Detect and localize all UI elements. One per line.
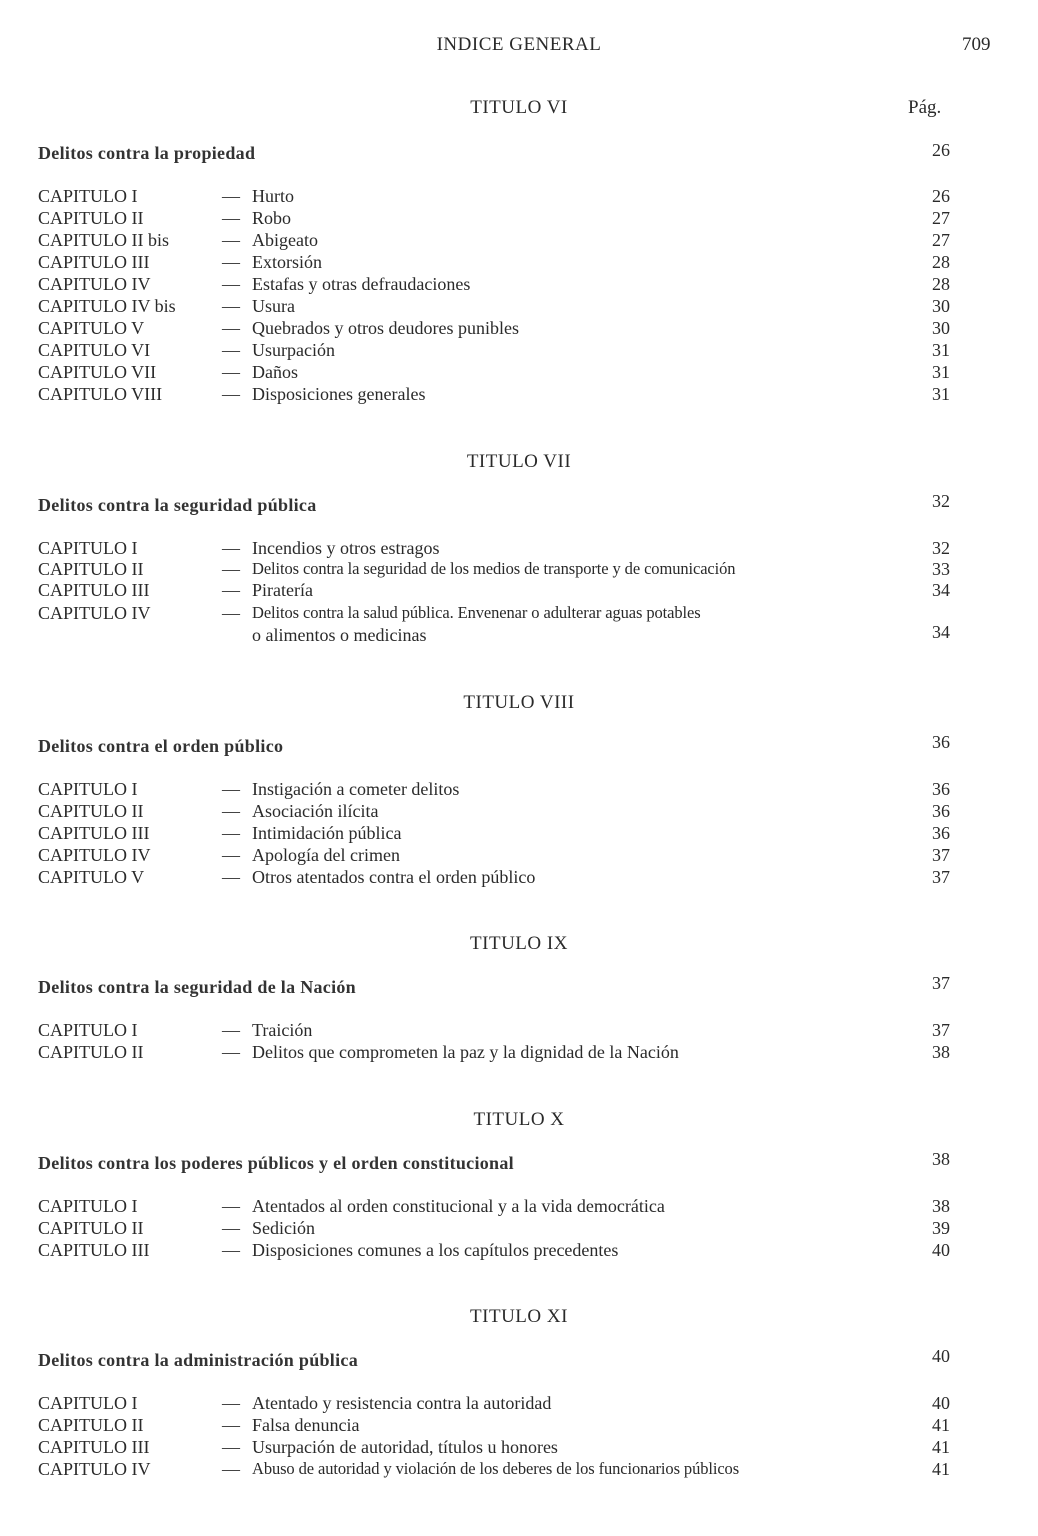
toc-row bbox=[38, 1437, 950, 1459]
dash: — bbox=[222, 230, 240, 250]
dash: — bbox=[222, 1042, 240, 1062]
titulo-heading: TITULO X bbox=[473, 1109, 565, 1130]
chapter-label: CAPITULO II bis bbox=[38, 230, 169, 250]
chapter-title: Asociación ilícita bbox=[252, 801, 379, 821]
chapter-title: Usura bbox=[252, 296, 295, 316]
dash: — bbox=[222, 1393, 240, 1413]
chapter-page: 31 bbox=[932, 384, 950, 404]
dash: — bbox=[222, 1218, 240, 1238]
toc-row bbox=[38, 274, 950, 296]
dash: — bbox=[222, 340, 240, 360]
chapter-page: 37 bbox=[932, 845, 950, 865]
dash: — bbox=[222, 1240, 240, 1260]
chapter-label: CAPITULO III bbox=[38, 580, 150, 600]
section-heading-page: 40 bbox=[932, 1346, 950, 1366]
chapter-label: CAPITULO II bbox=[38, 1218, 144, 1238]
chapter-title: Delitos contra la salud pública. Envenenar o adulterar aguas potables bbox=[252, 603, 701, 622]
chapter-title: Otros atentados contra el orden público bbox=[252, 867, 536, 887]
chapter-title: Usurpación bbox=[252, 340, 335, 360]
toc-row bbox=[38, 1196, 950, 1218]
toc-row bbox=[38, 1240, 950, 1262]
chapter-label: CAPITULO I bbox=[38, 779, 138, 799]
chapter-label: CAPITULO I bbox=[38, 538, 138, 558]
chapter-label: CAPITULO IV bbox=[38, 274, 151, 294]
chapter-page: 30 bbox=[932, 318, 950, 338]
section-heading: Delitos contra la seguridad de la Nación bbox=[38, 977, 356, 997]
chapter-label: CAPITULO VIII bbox=[38, 384, 163, 404]
chapter-label: CAPITULO II bbox=[38, 1042, 144, 1062]
chapter-page: 36 bbox=[932, 779, 950, 799]
toc-row bbox=[38, 1393, 950, 1415]
chapter-title: Robo bbox=[252, 208, 292, 228]
section-heading: Delitos contra el orden público bbox=[38, 736, 284, 756]
toc-row bbox=[38, 801, 950, 823]
chapter-label: CAPITULO IV bis bbox=[38, 296, 176, 316]
chapter-title-continuation: o alimentos o medicinas bbox=[252, 625, 427, 645]
dash: — bbox=[222, 1415, 240, 1435]
chapter-label: CAPITULO I bbox=[38, 1393, 138, 1413]
chapter-title: Falsa denuncia bbox=[252, 1415, 360, 1435]
toc-row bbox=[38, 1459, 950, 1481]
chapter-page: 40 bbox=[932, 1393, 950, 1413]
titulo-heading: TITULO IX bbox=[470, 933, 568, 954]
chapter-label: CAPITULO V bbox=[38, 867, 145, 887]
dash: — bbox=[222, 1437, 240, 1457]
chapter-title: Daños bbox=[252, 362, 298, 382]
toc-row bbox=[38, 208, 950, 230]
chapter-page: 36 bbox=[932, 823, 950, 843]
titulo-heading: TITULO VII bbox=[466, 451, 572, 472]
chapter-page: 31 bbox=[932, 340, 950, 360]
chapter-label: CAPITULO IV bbox=[38, 1459, 151, 1479]
section-heading-page: 36 bbox=[932, 732, 950, 752]
dash: — bbox=[222, 208, 240, 228]
chapter-title: Disposiciones comunes a los capítulos precedentes bbox=[252, 1240, 619, 1260]
section-heading: Delitos contra los poderes públicos y el orden constitucional bbox=[38, 1153, 514, 1173]
chapter-page: 34 bbox=[932, 622, 950, 642]
toc-row bbox=[38, 779, 950, 801]
chapter-label: CAPITULO VI bbox=[38, 340, 151, 360]
chapter-label: CAPITULO I bbox=[38, 186, 138, 206]
titulo-heading: TITULO XI bbox=[470, 1306, 568, 1327]
chapter-title: Delitos que comprometen la paz y la dignidad de la Nación bbox=[252, 1042, 679, 1062]
chapter-page: 31 bbox=[932, 362, 950, 382]
chapter-title: Abuso de autoridad y violación de los deberes de los funcionarios públicos bbox=[252, 1459, 740, 1478]
chapter-page: 26 bbox=[932, 186, 950, 206]
section-heading: Delitos contra la propiedad bbox=[38, 143, 256, 163]
chapter-label: CAPITULO IV bbox=[38, 603, 151, 623]
chapter-page: 40 bbox=[932, 1240, 950, 1260]
chapter-page: 38 bbox=[932, 1042, 950, 1062]
chapter-page: 28 bbox=[932, 274, 950, 294]
chapter-label: CAPITULO V bbox=[38, 318, 145, 338]
chapter-title: Piratería bbox=[252, 580, 313, 600]
toc-row bbox=[38, 1020, 950, 1042]
toc-row bbox=[38, 186, 950, 208]
toc-row bbox=[38, 362, 950, 384]
toc-row bbox=[38, 384, 950, 406]
chapter-page: 34 bbox=[932, 580, 950, 600]
dash: — bbox=[222, 559, 240, 579]
chapter-page: 28 bbox=[932, 252, 950, 272]
toc-row bbox=[38, 538, 950, 560]
chapter-label: CAPITULO III bbox=[38, 1240, 150, 1260]
chapter-page: 27 bbox=[932, 208, 950, 228]
chapter-title: Extorsión bbox=[252, 252, 322, 272]
chapter-title: Intimidación pública bbox=[252, 823, 402, 843]
chapter-title: Incendios y otros estragos bbox=[252, 538, 440, 558]
chapter-title: Sedición bbox=[252, 1218, 315, 1238]
toc-row bbox=[38, 318, 950, 340]
toc-row bbox=[38, 1042, 950, 1064]
chapter-label: CAPITULO VII bbox=[38, 362, 157, 382]
chapter-page: 41 bbox=[932, 1437, 950, 1457]
chapter-title: Usurpación de autoridad, títulos u honores bbox=[252, 1437, 558, 1457]
chapter-title: Estafas y otras defraudaciones bbox=[252, 274, 471, 294]
chapter-label: CAPITULO II bbox=[38, 208, 144, 228]
dash: — bbox=[222, 779, 240, 799]
chapter-page: 36 bbox=[932, 801, 950, 821]
chapter-title: Atentado y resistencia contra la autoridad bbox=[252, 1393, 552, 1413]
running-title: INDICE GENERAL bbox=[436, 34, 602, 55]
page-number: 709 bbox=[962, 34, 991, 55]
chapter-title: Hurto bbox=[252, 186, 294, 206]
dash: — bbox=[222, 1459, 240, 1479]
toc-row bbox=[38, 603, 950, 625]
titulo-heading: TITULO VI bbox=[470, 97, 568, 118]
chapter-title: Quebrados y otros deudores punibles bbox=[252, 318, 519, 338]
toc-row bbox=[38, 845, 950, 867]
dash: — bbox=[222, 1020, 240, 1040]
dash: — bbox=[222, 318, 240, 338]
chapter-title: Atentados al orden constitucional y a la vida democrática bbox=[252, 1196, 665, 1216]
chapter-title: Delitos contra la seguridad de los medios de transporte y de comunicación bbox=[252, 559, 736, 578]
toc-row bbox=[38, 1218, 950, 1240]
chapter-page: 30 bbox=[932, 296, 950, 316]
toc-row bbox=[38, 867, 950, 889]
dash: — bbox=[222, 384, 240, 404]
dash: — bbox=[222, 1196, 240, 1216]
dash: — bbox=[222, 603, 240, 623]
dash: — bbox=[222, 252, 240, 272]
toc-row bbox=[38, 1415, 950, 1437]
page-column-label: Pág. bbox=[908, 97, 942, 118]
dash: — bbox=[222, 274, 240, 294]
chapter-label: CAPITULO III bbox=[38, 823, 150, 843]
dash: — bbox=[222, 845, 240, 865]
section-heading-page: 37 bbox=[932, 973, 950, 993]
chapter-label: CAPITULO II bbox=[38, 801, 144, 821]
chapter-page: 38 bbox=[932, 1196, 950, 1216]
chapter-label: CAPITULO IV bbox=[38, 845, 151, 865]
chapter-page: 41 bbox=[932, 1459, 950, 1479]
toc-row bbox=[38, 296, 950, 318]
dash: — bbox=[222, 186, 240, 206]
dash: — bbox=[222, 823, 240, 843]
section-heading-page: 26 bbox=[932, 140, 950, 160]
chapter-title: Disposiciones generales bbox=[252, 384, 426, 404]
toc-row bbox=[38, 559, 950, 581]
dash: — bbox=[222, 867, 240, 887]
chapter-page: 27 bbox=[932, 230, 950, 250]
toc-row bbox=[38, 580, 950, 602]
chapter-page: 39 bbox=[932, 1218, 950, 1238]
chapter-label: CAPITULO II bbox=[38, 559, 144, 579]
chapter-page: 33 bbox=[932, 559, 950, 579]
chapter-label: CAPITULO III bbox=[38, 252, 150, 272]
chapter-label: CAPITULO I bbox=[38, 1020, 138, 1040]
dash: — bbox=[222, 296, 240, 316]
section-heading-page: 32 bbox=[932, 491, 950, 511]
chapter-label: CAPITULO I bbox=[38, 1196, 138, 1216]
dash: — bbox=[222, 580, 240, 600]
chapter-page: 37 bbox=[932, 867, 950, 887]
section-heading-page: 38 bbox=[932, 1149, 950, 1169]
chapter-title: Apología del crimen bbox=[252, 845, 400, 865]
chapter-page: 32 bbox=[932, 538, 950, 558]
dash: — bbox=[222, 362, 240, 382]
toc-row bbox=[38, 252, 950, 274]
dash: — bbox=[222, 801, 240, 821]
chapter-page: 41 bbox=[932, 1415, 950, 1435]
section-heading: Delitos contra la administración pública bbox=[38, 1350, 359, 1370]
chapter-title: Traición bbox=[252, 1020, 313, 1040]
chapter-title: Abigeato bbox=[252, 230, 318, 250]
chapter-label: CAPITULO II bbox=[38, 1415, 144, 1435]
chapter-page: 37 bbox=[932, 1020, 950, 1040]
dash: — bbox=[222, 538, 240, 558]
toc-row bbox=[38, 230, 950, 252]
chapter-title: Instigación a cometer delitos bbox=[252, 779, 460, 799]
toc-row bbox=[38, 823, 950, 845]
chapter-label: CAPITULO III bbox=[38, 1437, 150, 1457]
section-heading: Delitos contra la seguridad pública bbox=[38, 495, 317, 515]
toc-row bbox=[38, 340, 950, 362]
titulo-heading: TITULO VIII bbox=[463, 692, 575, 713]
